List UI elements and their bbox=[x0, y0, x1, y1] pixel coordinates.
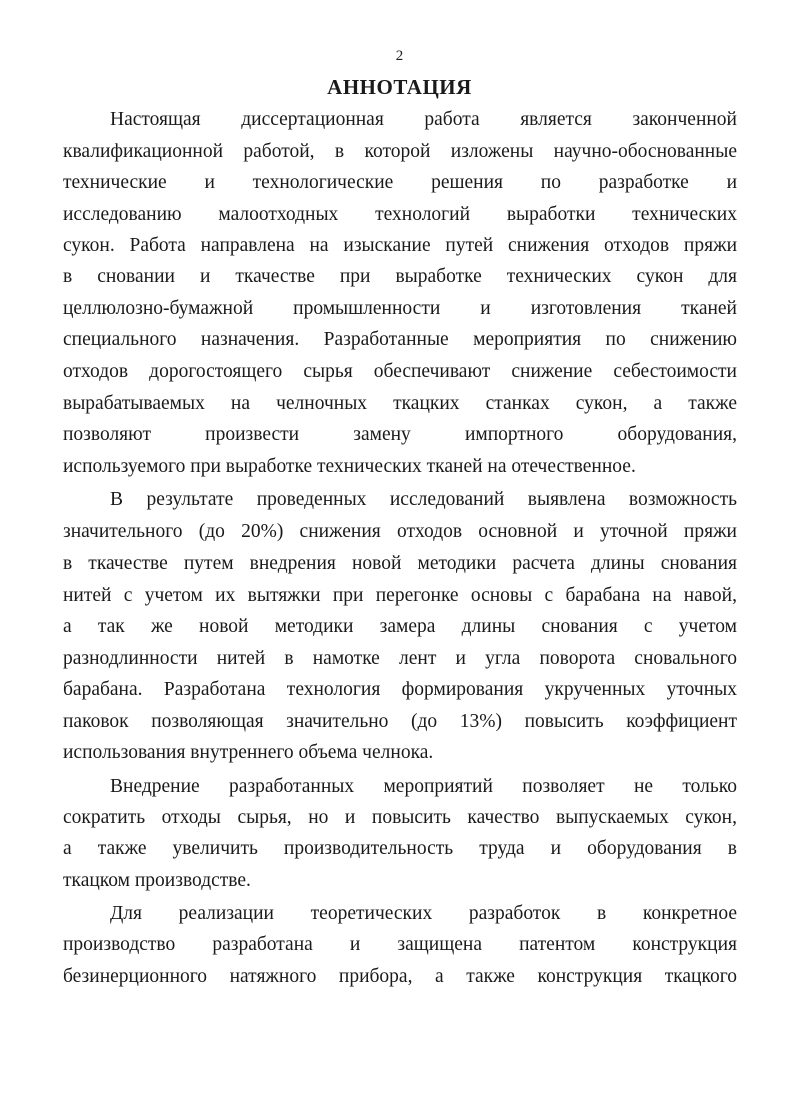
text-line: используемого при выработке технических тканей на отечественное. bbox=[63, 456, 636, 477]
text-line: В результате проведенных исследований выявлена возможность bbox=[110, 489, 737, 510]
text-line: ткацком производстве. bbox=[63, 870, 251, 891]
text-line: Для реализации теоретических разработок в конкретное bbox=[110, 903, 737, 924]
text-line: нитей с учетом их вытяжки при перегонке основы с барабана на навой, bbox=[63, 585, 737, 606]
text-line: вырабатываемых на челночных ткацких станках сукон, а также bbox=[63, 393, 737, 414]
text-line: значительного (до 20%) снижения отходов основной и уточной пряжи bbox=[63, 521, 737, 542]
text-line: барабана. Разработана технология формирования укрученных уточных bbox=[63, 679, 737, 700]
page-number: 2 bbox=[395, 48, 404, 64]
text-line: паковок позволяющая значительно (до 13%) повысить коэффициент bbox=[63, 711, 737, 732]
text-line: в сновании и ткачестве при выработке технических сукон для bbox=[63, 266, 737, 287]
text-line: квалификационной работой, в которой изложены научно-обоснованные bbox=[63, 141, 737, 162]
text-line: сократить отходы сырья, но и повысить качество выпускаемых сукон, bbox=[63, 807, 737, 828]
text-line: технические и технологические решения по разработке и bbox=[63, 172, 737, 193]
text-line: Настоящая диссертационная работа является законченной bbox=[110, 109, 737, 130]
page-title: АННОТАЦИЯ bbox=[327, 75, 472, 99]
text-line: сукон. Работа направлена на изыскание путей снижения отходов пряжи bbox=[63, 235, 737, 256]
text-line: исследованию малоотходных технологий выработки технических bbox=[63, 204, 737, 225]
text-line: отходов дорогостоящего сырья обеспечивают снижение себестоимости bbox=[63, 361, 737, 382]
text-line: позволяют произвести замену импортного оборудования, bbox=[63, 424, 737, 445]
text-line: специального назначения. Разработанные мероприятия по снижению bbox=[63, 329, 737, 350]
text-line: использования внутреннего объема челнока. bbox=[63, 742, 434, 763]
text-line: в ткачестве путем внедрения новой методики расчета длины снования bbox=[63, 553, 737, 574]
text-line: безинерционного натяжного прибора, а также конструкция ткацкого bbox=[63, 966, 737, 987]
text-line: производство разработана и защищена патентом конструкция bbox=[63, 934, 737, 955]
text-line: целлюлозно-бумажной промышленности и изготовления тканей bbox=[63, 298, 737, 319]
text-line: Внедрение разработанных мероприятий позволяет не только bbox=[110, 776, 737, 797]
text-line: разнодлинности нитей в намотке лент и угла поворота сновального bbox=[63, 648, 737, 669]
text-line: а так же новой методики замера длины снования с учетом bbox=[63, 616, 737, 637]
text-line: а также увеличить производительность труда и оборудования в bbox=[63, 838, 737, 859]
